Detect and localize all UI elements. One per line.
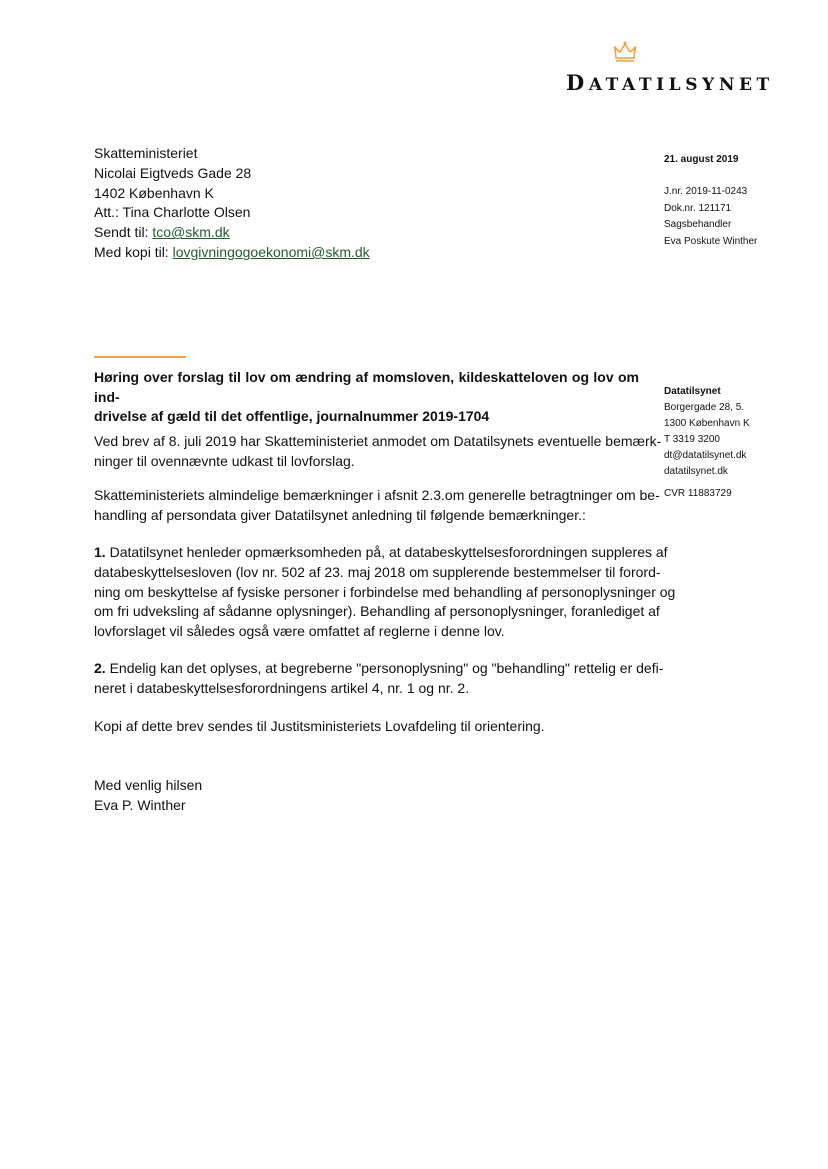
sender-org: Datatilsynet [664, 386, 721, 397]
sender-address-street: Borgergade 28, 5. [664, 402, 745, 413]
letter-subject [94, 368, 639, 427]
paragraph-line: ning om beskyttelse af fysiske personer i forbindelse med behandling af personoplysninger og [94, 583, 676, 600]
document-number: Dok.nr. 121171 [664, 202, 732, 214]
paragraph-intro [94, 432, 662, 472]
sent-to-label: Sendt til: [94, 224, 153, 241]
sender-address-city: 1300 København K [664, 418, 750, 429]
paragraph-line: ninger til ovennævnte udkast til lovforslag. [94, 452, 355, 469]
paragraph-point-2 [94, 659, 664, 699]
logo-wordmark: DATATILSYNET [566, 70, 774, 95]
closing-greeting: Med venlig hilsen [94, 777, 203, 793]
sender-website[interactable]: datatilsynet.dk [664, 466, 728, 477]
sent-to-email-link[interactable]: tco@skm.dk [152, 224, 230, 241]
copy-to-email-link[interactable]: lovgivningogoekonomi@skm.dk [172, 243, 370, 260]
copy-to-line [94, 243, 494, 263]
paragraph-line: Ved brev af 8. juli 2019 har Skatteministeriet anmodet om Datatilsynets eventuelle bemærk- [94, 433, 662, 449]
letter-date: 21. august 2019 [664, 154, 739, 165]
paragraph-copy-note [94, 717, 639, 737]
recipient-address [94, 144, 494, 263]
paragraph-general-remarks [94, 486, 660, 526]
copy-to-label: Med kopi til: [94, 243, 173, 260]
signature-name: Eva P. Winther [94, 796, 186, 813]
journal-number: J.nr. 2019-11-0243 [664, 186, 748, 197]
point-number: 1. [94, 544, 106, 560]
paragraph-line: neret i databeskyttelsesforordningens artikel 4, nr. 1 og nr. 2. [94, 679, 470, 696]
paragraph-line: 2. Endelig kan det oplyses, at begreberne "personoplysning" og "behandling" rettelig er defi- [94, 660, 664, 676]
case-handler-name: Eva Poskute Winther [664, 235, 758, 247]
paragraph-line: handling af persondata giver Datatilsynet anledning til følgende bemærkninger.: [94, 506, 586, 523]
recipient-attention: Att.: Tina Charlotte Olsen [94, 204, 251, 221]
recipient-street: Nicolai Eigtveds Gade 28 [94, 164, 252, 181]
paragraph-line: Kopi af dette brev sendes til Justitsministeriets Lovafdeling til orientering. [94, 718, 545, 734]
subject-line-1: Høring over forslag til lov om ændring af momsloven, kildeskatteloven og lov om ind- [94, 369, 639, 405]
subject-line-2: drivelse af gæld til det offentlige, journalnummer 2019-1704 [94, 408, 490, 424]
paragraph-line: lovforslaget vil således også være omfattet af reglerne i denne lov. [94, 623, 505, 640]
crown-icon [613, 40, 637, 64]
sender-contact [664, 384, 804, 480]
sender-phone: T 3319 3200 [664, 434, 720, 445]
sender-cvr: CVR 11883729 [664, 488, 732, 499]
accent-rule [94, 356, 186, 358]
reference-block [664, 184, 804, 250]
closing-block [94, 776, 639, 816]
paragraph-point-1 [94, 543, 676, 642]
paragraph-line: 1. Datatilsynet henleder opmærksomheden på, at databeskyttelsesforordningen suppleres af [94, 544, 668, 560]
datatilsynet-logo [560, 40, 774, 96]
point-number: 2. [94, 660, 106, 676]
recipient-name: Skatteministeriet [94, 145, 198, 161]
recipient-city: 1402 København K [94, 184, 214, 201]
sender-email[interactable]: dt@datatilsynet.dk [664, 450, 747, 461]
paragraph-line: om fri udveksling af sådanne oplysninger). Behandling af personoplysninger, foranlediget af [94, 603, 660, 620]
case-handler-label: Sagsbehandler [664, 219, 732, 230]
sent-to-line [94, 223, 494, 243]
paragraph-line: databeskyttelsesloven (lov nr. 502 af 23. maj 2018 om supplerende bestemmelser til forord- [94, 563, 661, 580]
paragraph-line: Skatteministeriets almindelige bemærkninger i afsnit 2.3.om generelle betragtninger om be- [94, 487, 660, 503]
